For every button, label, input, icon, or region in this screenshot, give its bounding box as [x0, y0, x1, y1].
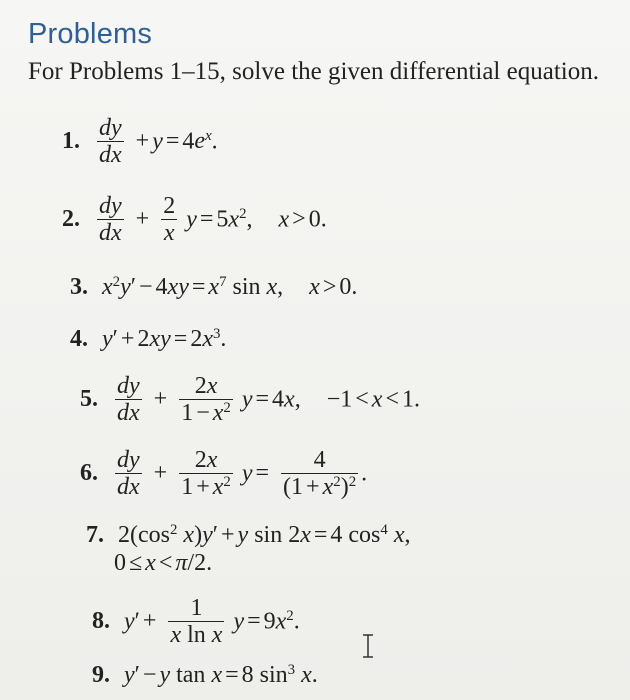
problem-8: 8. y′ + $\frac{1}{\text{x ln x}}$ $y = 9x^2$.: [92, 595, 300, 649]
problem-3: 3. $x^2y' - 4xy = x^7$ sin x, x > 0.: [70, 273, 358, 300]
problem-number: 8.: [92, 608, 110, 635]
text-cursor-icon: [361, 634, 375, 658]
problem-number: 9.: [92, 662, 110, 688]
problem-number: 3.: [70, 274, 88, 300]
problem-4: 4. $y' + 2xy = 2x^3$.: [70, 325, 227, 352]
problem-6: 6. $\frac{dy}{dx}$ + $\frac{2x}{1 + x^2}$ y = $\frac{4}{(1 + x^2)^2}$ .: [80, 447, 368, 501]
problem-7: 7. $2(\cos^2$ x)y′ + y sin 2x = 4 $\cos^4 x$,: [86, 521, 411, 548]
fraction: $\frac{dy}{dx}$: [99, 115, 122, 169]
problem-number: 7.: [86, 522, 104, 548]
fraction: $\frac{dy}{dx}$: [117, 447, 140, 501]
instructions-text: For Problems 1–15, solve the given differential equation.: [28, 58, 599, 85]
fraction: $\frac{dy}{dx}$: [99, 193, 122, 247]
problem-7-condition: 0 ≤ x < π/2.: [114, 550, 213, 576]
fraction: $\frac{dy}{dx}$: [117, 373, 140, 427]
problem-2: 2. $\frac{dy}{dx}$ + $\frac{2}{x}$ $y = 5x^2$, x > 0.: [62, 193, 327, 247]
problem-number: 5.: [80, 386, 98, 413]
problem-number: 1.: [62, 128, 80, 155]
fraction: $\frac{2x}{1 - x^2}$: [181, 373, 231, 427]
problem-5: 5. $\frac{dy}{dx}$ + $\frac{2x}{1 - x^2}$ y = 4x, −1 < x < 1.: [80, 373, 420, 427]
problem-number: 4.: [70, 326, 88, 352]
fraction: $\frac{1}{\text{x ln x}}$: [170, 595, 223, 649]
section-heading: Problems: [28, 18, 153, 50]
problem-9: 9. y′ − y tan x = 8 $\sin^3 x$.: [92, 661, 318, 688]
problem-number: 2.: [62, 206, 80, 233]
problem-1: 1. $\frac{dy}{dx}$ + $y = 4e^x$.: [62, 115, 218, 169]
fraction: $\frac{4}{(1 + x^2)^2}$: [283, 447, 357, 501]
fraction: $\frac{2}{x}$: [163, 193, 176, 247]
fraction: $\frac{2x}{1 + x^2}$: [181, 447, 231, 501]
problem-number: 6.: [80, 460, 98, 487]
